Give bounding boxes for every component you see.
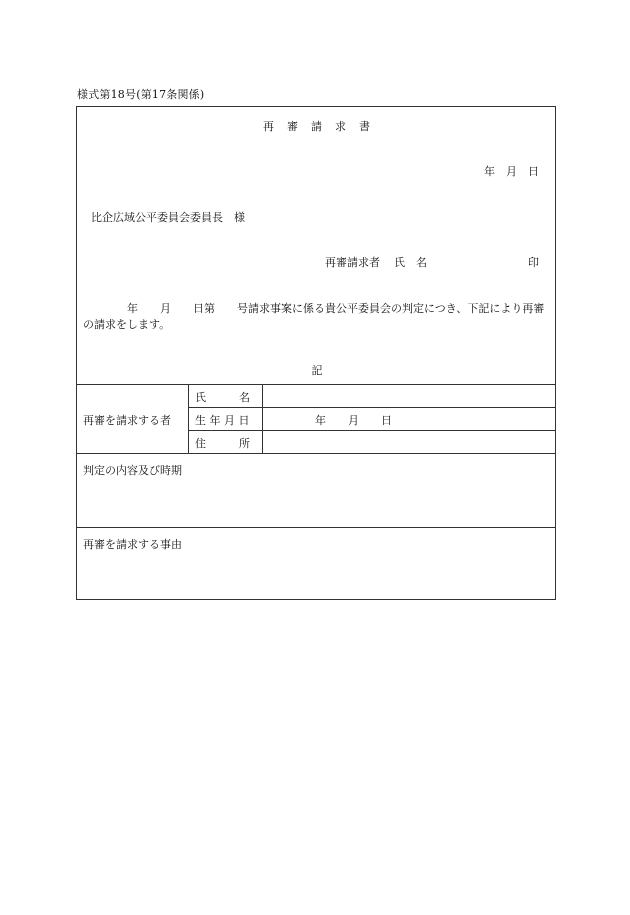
name-field-label: 氏 名 (195, 391, 250, 404)
document-title: 再 審 請 求 書 (263, 120, 371, 133)
reason-label: 再審を請求する事由 (83, 538, 182, 551)
addressee: 比企広域公平委員会委員長 様 (91, 211, 245, 224)
seal-mark: 印 (528, 256, 539, 269)
form-number: 様式第18号(第17条関係) (77, 88, 205, 101)
date-line: 年 月 日 (484, 165, 539, 178)
birthdate-field-value: 年 月 日 (315, 414, 392, 427)
section-rule (77, 527, 555, 528)
form-frame (76, 106, 556, 600)
table-col-rule (188, 384, 189, 453)
table-row-rule (188, 430, 555, 431)
claimant-line (325, 254, 427, 270)
table-row-rule (188, 407, 555, 408)
address-field-label: 住 所 (195, 437, 250, 450)
table-top-rule (77, 384, 555, 385)
table-col-rule (262, 384, 263, 453)
table-bottom-rule (77, 453, 555, 454)
requester-label: 再審を請求する者 (83, 414, 171, 427)
judgment-label: 判定の内容及び時期 (83, 464, 182, 477)
birthdate-field-label: 生 年 月 日 (195, 414, 250, 427)
claimant-label: 再審請求者 (325, 256, 380, 269)
claimant-name-label: 氏 名 (394, 256, 427, 269)
request-body-text: 年 月 日第 号請求事案に係る貴公平委員会の判定につき、下記により再審の請求をします。 (83, 302, 545, 331)
ki-heading: 記 (311, 364, 323, 377)
